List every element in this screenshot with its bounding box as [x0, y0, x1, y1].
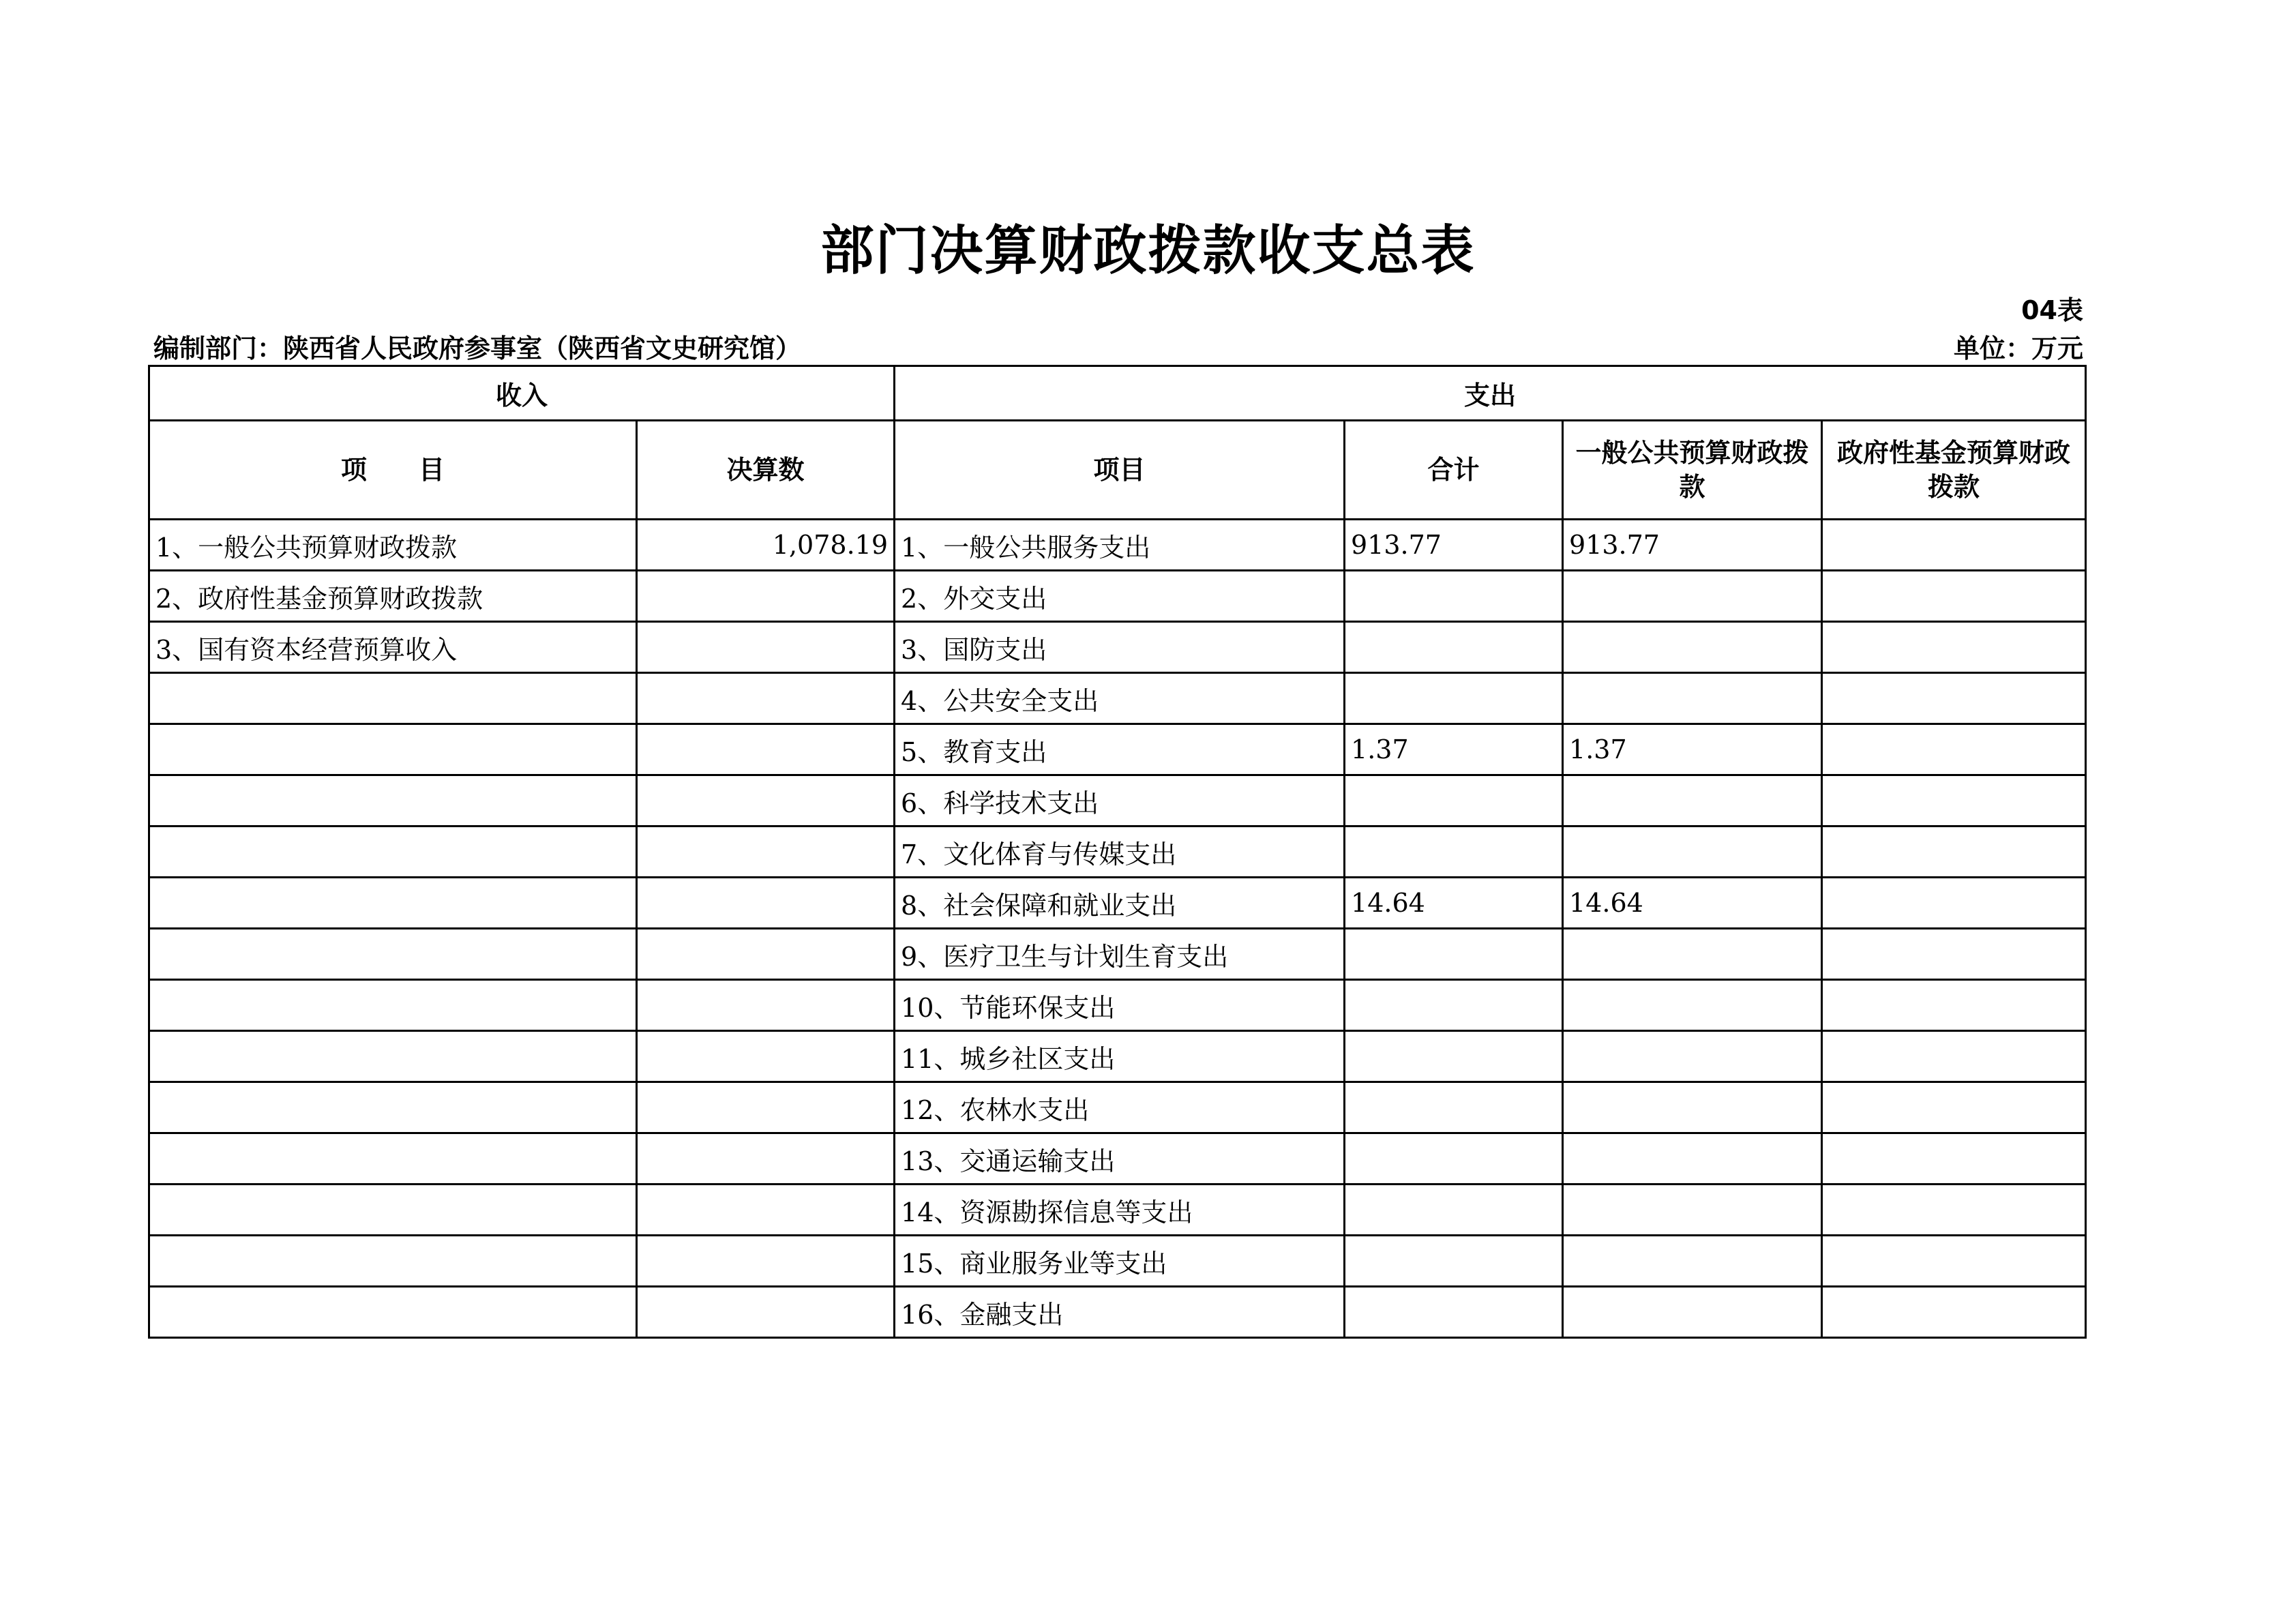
expense-item-cell: 15、商业服务业等支出	[895, 1236, 1345, 1287]
column-header-row	[149, 421, 2086, 520]
table-number: 04表	[2021, 295, 2083, 325]
income-item-cell	[149, 827, 637, 878]
expense-group-header: 支出	[895, 366, 2086, 421]
table-row	[149, 827, 2086, 878]
expense-total-cell	[1345, 1031, 1563, 1082]
table-row	[149, 980, 2086, 1031]
expense-item-cell: 10、节能环保支出	[895, 980, 1345, 1031]
expense-fund-cell	[1822, 571, 2086, 622]
income-amount-cell	[637, 571, 895, 622]
income-item-cell	[149, 1133, 637, 1185]
expense-general-cell	[1563, 673, 1822, 724]
table-row	[149, 775, 2086, 827]
budget-table	[148, 365, 2087, 1339]
expense-general-cell	[1563, 622, 1822, 673]
expense-general-cell: 14.64	[1563, 878, 1822, 929]
expense-general-cell	[1563, 980, 1822, 1031]
expense-general-cell	[1563, 827, 1822, 878]
table-row	[149, 1236, 2086, 1287]
income-amount-cell	[637, 1185, 895, 1236]
income-amount-cell	[637, 775, 895, 827]
expense-total-cell	[1345, 929, 1563, 980]
income-item-cell	[149, 878, 637, 929]
expense-total-cell	[1345, 673, 1563, 724]
expense-item-cell: 2、外交支出	[895, 571, 1345, 622]
expense-item-header: 项目	[895, 421, 1345, 520]
expense-fund-cell	[1822, 929, 2086, 980]
expense-total-cell	[1345, 1287, 1563, 1338]
income-group-header: 收入	[149, 366, 895, 421]
expense-item-cell: 3、国防支出	[895, 622, 1345, 673]
income-item-cell: 1、一般公共预算财政拨款	[149, 520, 637, 571]
expense-general-cell	[1563, 1133, 1822, 1185]
income-item-cell	[149, 1287, 637, 1338]
expense-item-cell: 9、医疗卫生与计划生育支出	[895, 929, 1345, 980]
income-item-cell	[149, 724, 637, 775]
expense-item-cell: 16、金融支出	[895, 1287, 1345, 1338]
expense-item-cell: 6、科学技术支出	[895, 775, 1345, 827]
expense-total-cell	[1345, 622, 1563, 673]
expense-item-cell: 12、农林水支出	[895, 1082, 1345, 1133]
table-row	[149, 520, 2086, 571]
income-amount-cell	[637, 827, 895, 878]
expense-fund-cell	[1822, 1082, 2086, 1133]
income-amount-cell	[637, 1082, 895, 1133]
expense-total-cell	[1345, 1133, 1563, 1185]
income-amount-cell	[637, 622, 895, 673]
expense-fund-cell	[1822, 980, 2086, 1031]
expense-item-cell: 8、社会保障和就业支出	[895, 878, 1345, 929]
table-row	[149, 673, 2086, 724]
expense-fund-cell	[1822, 1185, 2086, 1236]
expense-total-cell	[1345, 1236, 1563, 1287]
expense-fund-cell	[1822, 1287, 2086, 1338]
expense-fund-cell	[1822, 1133, 2086, 1185]
expense-general-cell	[1563, 775, 1822, 827]
table-row	[149, 1133, 2086, 1185]
income-amount-cell	[637, 724, 895, 775]
expense-general-cell	[1563, 571, 1822, 622]
expense-total-cell	[1345, 980, 1563, 1031]
income-amount-header: 决算数	[637, 421, 895, 520]
expense-general-cell: 913.77	[1563, 520, 1822, 571]
expense-general-cell	[1563, 1031, 1822, 1082]
income-amount-cell	[637, 673, 895, 724]
expense-fund-cell	[1822, 1031, 2086, 1082]
expense-total-header: 合计	[1345, 421, 1563, 520]
expense-general-cell: 1.37	[1563, 724, 1822, 775]
income-amount-cell	[637, 929, 895, 980]
expense-fund-cell	[1822, 878, 2086, 929]
income-item-cell	[149, 980, 637, 1031]
expense-item-cell: 1、一般公共服务支出	[895, 520, 1345, 571]
expense-general-cell	[1563, 929, 1822, 980]
income-item-cell	[149, 673, 637, 724]
income-item-cell: 2、政府性基金预算财政拨款	[149, 571, 637, 622]
income-amount-cell	[637, 980, 895, 1031]
expense-fund-cell	[1822, 520, 2086, 571]
expense-general-cell	[1563, 1082, 1822, 1133]
expense-item-cell: 11、城乡社区支出	[895, 1031, 1345, 1082]
expense-total-cell	[1345, 571, 1563, 622]
expense-fund-cell	[1822, 673, 2086, 724]
expense-item-cell: 13、交通运输支出	[895, 1133, 1345, 1185]
expense-item-cell: 4、公共安全支出	[895, 673, 1345, 724]
expense-total-cell: 14.64	[1345, 878, 1563, 929]
income-item-cell	[149, 929, 637, 980]
expense-general-header: 一般公共预算财政拨款	[1563, 421, 1822, 520]
income-item-header: 项 目	[149, 421, 637, 520]
table-row	[149, 878, 2086, 929]
income-amount-cell	[637, 1133, 895, 1185]
page-title: 部门决算财政拨款收支总表	[820, 220, 1476, 282]
income-amount-cell	[637, 878, 895, 929]
table-row	[149, 1185, 2086, 1236]
table-row	[149, 1031, 2086, 1082]
expense-total-cell: 1.37	[1345, 724, 1563, 775]
expense-item-cell: 14、资源勘探信息等支出	[895, 1185, 1345, 1236]
table-row	[149, 724, 2086, 775]
table-row	[149, 929, 2086, 980]
expense-general-cell	[1563, 1236, 1822, 1287]
income-amount-cell	[637, 1287, 895, 1338]
expense-fund-cell	[1822, 827, 2086, 878]
table-row	[149, 1287, 2086, 1338]
expense-item-cell: 5、教育支出	[895, 724, 1345, 775]
organization-label: 编制部门：陕西省人民政府参事室（陕西省文史研究馆）	[153, 333, 802, 363]
expense-total-cell: 913.77	[1345, 520, 1563, 571]
expense-total-cell	[1345, 827, 1563, 878]
table-row	[149, 1082, 2086, 1133]
income-amount-cell	[637, 1236, 895, 1287]
expense-fund-cell	[1822, 775, 2086, 827]
income-amount-cell: 1,078.19	[637, 520, 895, 571]
table-row	[149, 622, 2086, 673]
expense-total-cell	[1345, 1082, 1563, 1133]
income-item-cell	[149, 1236, 637, 1287]
expense-total-cell	[1345, 775, 1563, 827]
expense-fund-cell	[1822, 622, 2086, 673]
income-item-cell: 3、国有资本经营预算收入	[149, 622, 637, 673]
expense-general-cell	[1563, 1287, 1822, 1338]
income-item-cell	[149, 1031, 637, 1082]
expense-item-cell: 7、文化体育与传媒支出	[895, 827, 1345, 878]
table-row	[149, 571, 2086, 622]
expense-fund-header: 政府性基金预算财政拨款	[1822, 421, 2086, 520]
income-item-cell	[149, 1185, 637, 1236]
expense-fund-cell	[1822, 1236, 2086, 1287]
expense-general-cell	[1563, 1185, 1822, 1236]
expense-total-cell	[1345, 1185, 1563, 1236]
unit-label: 单位：万元	[1953, 333, 2083, 363]
group-header-row	[149, 366, 2086, 421]
income-item-cell	[149, 775, 637, 827]
income-amount-cell	[637, 1031, 895, 1082]
income-item-cell	[149, 1082, 637, 1133]
expense-fund-cell	[1822, 724, 2086, 775]
